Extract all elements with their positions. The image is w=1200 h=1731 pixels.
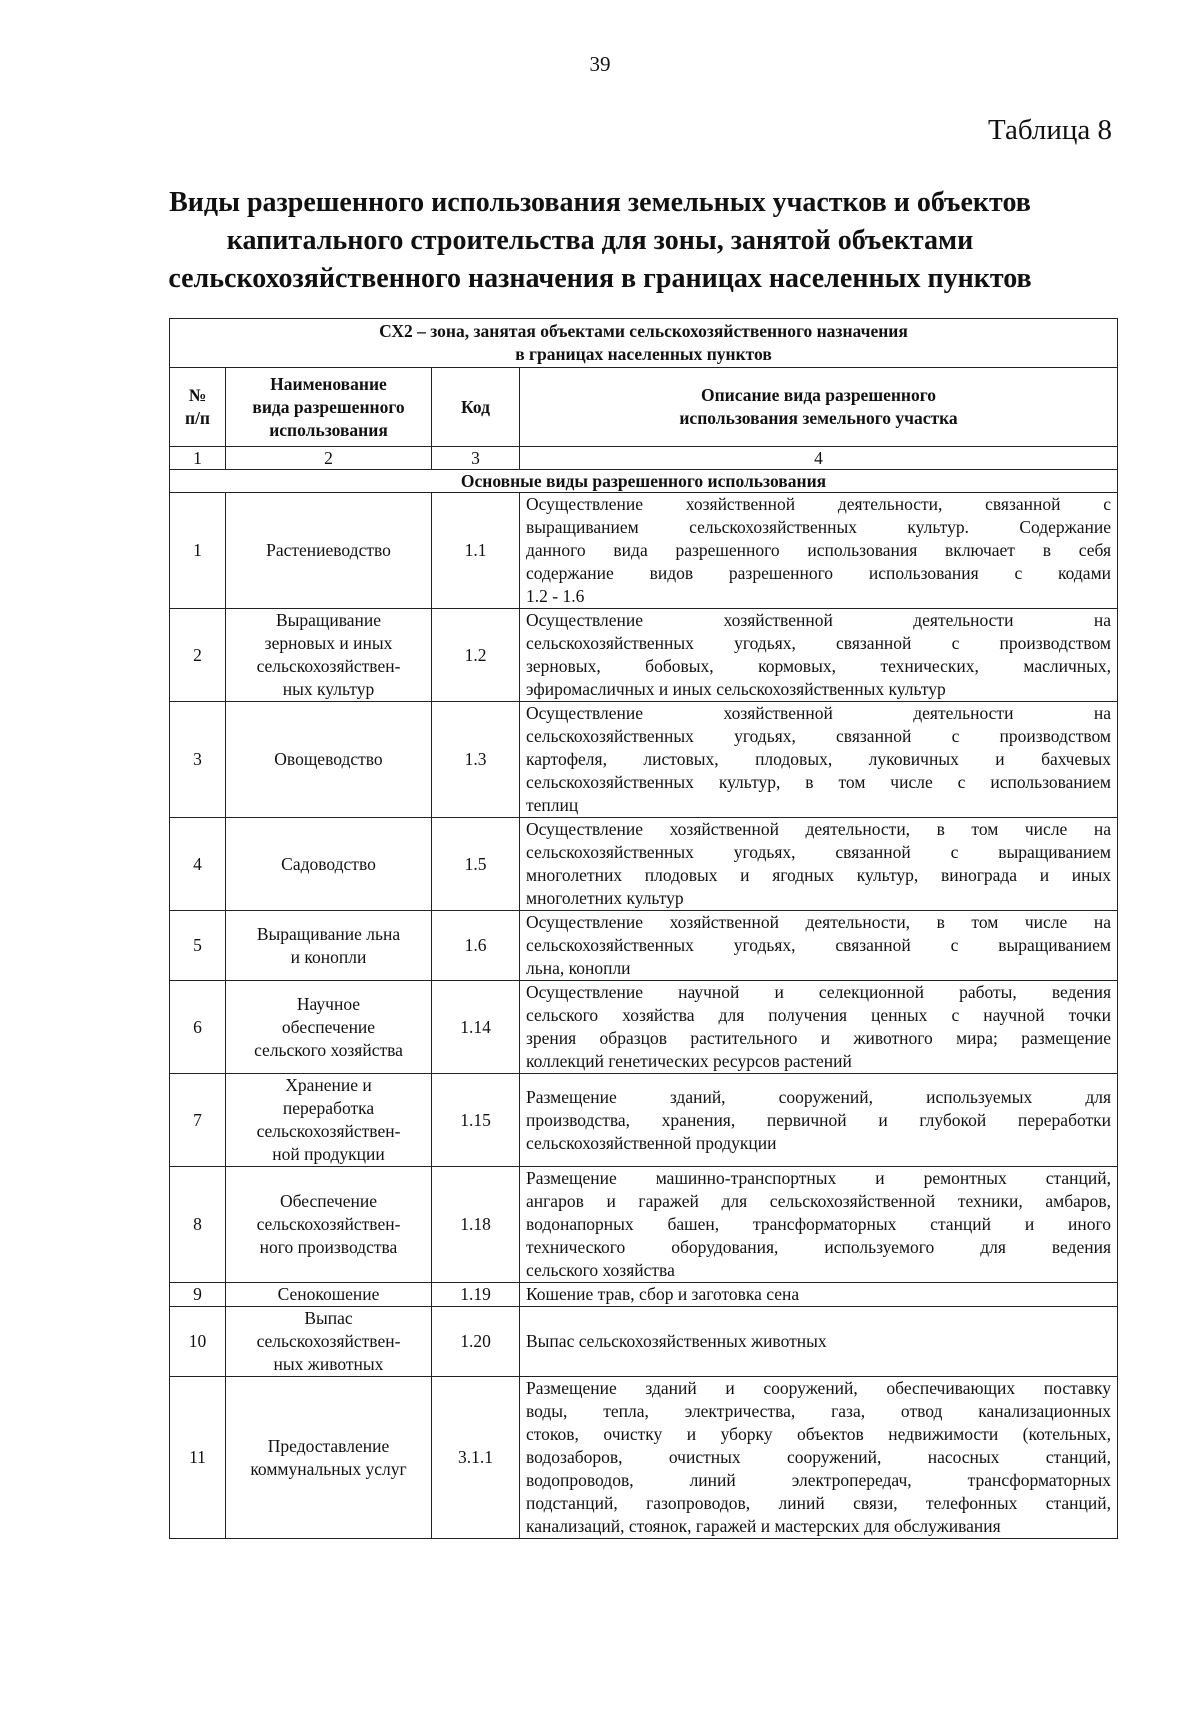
table-row bbox=[170, 1283, 1118, 1307]
land-use-table bbox=[169, 318, 1118, 1539]
row-use-name bbox=[226, 1377, 432, 1539]
table-row bbox=[170, 911, 1118, 981]
header-code-text: Код bbox=[461, 396, 490, 417]
row-use-name bbox=[226, 818, 432, 911]
zone-header-row bbox=[170, 319, 1118, 368]
row-number: 3 bbox=[170, 702, 226, 818]
row-description bbox=[520, 1307, 1118, 1377]
row-number: 9 bbox=[170, 1283, 226, 1307]
header-num-line: п/п bbox=[184, 408, 211, 428]
description-line: Осуществление хозяйственной деятельности на bbox=[526, 610, 1112, 630]
description-line: Осуществление хозяйственной деятельности, связанной с bbox=[526, 494, 1112, 514]
description-line: коллекций генетических ресурсов растений bbox=[526, 1051, 852, 1071]
use-name-line: зерновых и иных bbox=[264, 633, 393, 653]
row-number: 8 bbox=[170, 1167, 226, 1283]
description-line: Осуществление хозяйственной деятельности на bbox=[526, 703, 1112, 723]
description-line: водонапорных башен, трансформаторных станций и иного bbox=[526, 1214, 1112, 1234]
table-row bbox=[170, 1307, 1118, 1377]
description-line: сельскохозяйственных угодьях, связанной с выращиванием bbox=[526, 842, 1112, 862]
column-number: 3 bbox=[432, 447, 520, 470]
row-number: 2 bbox=[170, 609, 226, 702]
title-line: сельскохозяйственного назначения в границах населенных пунктов bbox=[168, 263, 1032, 294]
row-use-name bbox=[226, 1283, 432, 1307]
row-use-name bbox=[226, 493, 432, 609]
header-name-line: использования bbox=[269, 419, 388, 440]
description-line: Размещение зданий и сооружений, обеспечивающих поставку bbox=[526, 1378, 1112, 1398]
row-description bbox=[520, 981, 1118, 1074]
table-label: Таблица 8 bbox=[987, 114, 1112, 146]
description-line: сельского хозяйства для получения ценных с научной точки bbox=[526, 1005, 1112, 1025]
description-line: Осуществление хозяйственной деятельности, в том числе на bbox=[526, 912, 1112, 932]
row-description bbox=[520, 609, 1118, 702]
use-name-line: Сенокошение bbox=[277, 1284, 380, 1304]
header-desc-line: Описание вида разрешенного bbox=[700, 385, 937, 405]
row-number: 7 bbox=[170, 1074, 226, 1167]
description-line: стоков, очистку и уборку объектов недвижимости (котельных, bbox=[526, 1424, 1112, 1444]
row-number: 1 bbox=[170, 493, 226, 609]
use-name-line: ных животных bbox=[273, 1354, 384, 1374]
description-line: зрения образцов растительного и животного мира; размещение bbox=[526, 1028, 1112, 1048]
use-name-line: Предоставление bbox=[267, 1435, 390, 1456]
use-name-line: Растениеводство bbox=[266, 540, 391, 560]
description-line: сельскохозяйственных угодьях, связанной с производством bbox=[526, 633, 1112, 653]
description-line: Размещение зданий, сооружений, используемых для bbox=[526, 1086, 1112, 1107]
row-code: 1.6 bbox=[432, 911, 520, 981]
row-number: 6 bbox=[170, 981, 226, 1074]
header-name-line: Наименование bbox=[270, 373, 387, 394]
use-name-line: Выращивание bbox=[275, 610, 382, 630]
row-description bbox=[520, 702, 1118, 818]
description-line: сельскохозяйственной продукции bbox=[526, 1132, 777, 1153]
description-line: эфиромасличных и иных сельскохозяйственных культур bbox=[526, 679, 946, 699]
row-use-name bbox=[226, 911, 432, 981]
description-line: водопроводов, линий электропередач, трансформаторных bbox=[526, 1470, 1112, 1490]
zone-title-line: СХ2 – зона, занятая объектами сельскохозяйственного назначения bbox=[379, 321, 908, 341]
header-name-line: вида разрешенного bbox=[252, 396, 405, 417]
use-name-line: Выпас bbox=[304, 1308, 353, 1328]
table-row bbox=[170, 1167, 1118, 1283]
description-line: содержание видов разрешенного использования с кодами bbox=[526, 563, 1112, 583]
zone-title-line: в границах населенных пунктов bbox=[515, 344, 772, 364]
title-line: Виды разрешенного использования земельных участков и объектов bbox=[169, 187, 1031, 218]
use-name-line: Обеспечение bbox=[279, 1191, 378, 1211]
row-code: 1.15 bbox=[432, 1074, 520, 1167]
use-name-line: переработка bbox=[282, 1098, 375, 1118]
title-line: капитального строительства для зоны, занятой объектами bbox=[226, 225, 974, 256]
table-row bbox=[170, 1377, 1118, 1539]
row-code: 1.2 bbox=[432, 609, 520, 702]
description-line: зерновых, бобовых, кормовых, технических, масличных, bbox=[526, 656, 1112, 676]
row-code: 1.3 bbox=[432, 702, 520, 818]
row-code: 1.19 bbox=[432, 1283, 520, 1307]
table-row bbox=[170, 1074, 1118, 1167]
use-name-line: ной продукции bbox=[272, 1144, 385, 1164]
use-name-line: ного производства bbox=[259, 1237, 398, 1257]
column-number: 2 bbox=[226, 447, 432, 470]
row-description bbox=[520, 493, 1118, 609]
row-code: 1.1 bbox=[432, 493, 520, 609]
description-line: льна, конопли bbox=[526, 958, 631, 978]
column-header-row bbox=[170, 368, 1118, 447]
row-use-name bbox=[226, 1074, 432, 1167]
header-name bbox=[226, 368, 432, 447]
description-line: Осуществление хозяйственной деятельности, в том числе на bbox=[526, 819, 1112, 839]
table-row bbox=[170, 493, 1118, 609]
description-line: теплиц bbox=[526, 795, 579, 815]
row-code: 1.14 bbox=[432, 981, 520, 1074]
row-description bbox=[520, 911, 1118, 981]
header-num-line: № bbox=[188, 385, 207, 405]
row-use-name bbox=[226, 1167, 432, 1283]
description-line: технического оборудования, используемого для ведения bbox=[526, 1237, 1112, 1257]
row-code: 1.5 bbox=[432, 818, 520, 911]
description-line: воды, тепла, электричества, газа, отвод канализационных bbox=[526, 1401, 1112, 1421]
row-description bbox=[520, 1074, 1118, 1167]
use-name-line: сельскохозяйствен- bbox=[256, 1214, 401, 1234]
row-code: 1.18 bbox=[432, 1167, 520, 1283]
use-name-line: сельскохозяйствен- bbox=[256, 1121, 401, 1141]
row-number: 5 bbox=[170, 911, 226, 981]
use-name-line: Выращивание льна bbox=[256, 923, 401, 944]
description-line: Кошение трав, сбор и заготовка сена bbox=[526, 1284, 800, 1304]
table-row bbox=[170, 609, 1118, 702]
use-name-line: и конопли bbox=[290, 946, 367, 967]
row-number: 11 bbox=[170, 1377, 226, 1539]
use-name-line: обеспечение bbox=[281, 1016, 376, 1037]
description-line: картофеля, листовых, плодовых, луковичных и бахчевых bbox=[526, 749, 1112, 769]
zone-title bbox=[170, 319, 1118, 368]
description-line: Выпас сельскохозяйственных животных bbox=[526, 1331, 827, 1351]
use-name-line: Хранение и bbox=[285, 1075, 372, 1095]
row-use-name bbox=[226, 702, 432, 818]
description-line: Размещение машинно-транспортных и ремонтных станций, bbox=[526, 1168, 1112, 1188]
row-description bbox=[520, 1377, 1118, 1539]
use-name-line: ных культур bbox=[282, 679, 375, 699]
description-line: выращиванием сельскохозяйственных культур. Содержание bbox=[526, 517, 1112, 537]
description-line: сельского хозяйства bbox=[526, 1260, 675, 1280]
use-name-line: Садоводство bbox=[281, 853, 376, 874]
row-description bbox=[520, 1283, 1118, 1307]
description-line: сельскохозяйственных угодьях, связанной с выращиванием bbox=[526, 935, 1112, 955]
description-line: подстанций, газопроводов, линий связи, телефонных станций, bbox=[526, 1493, 1112, 1513]
description-line: водозаборов, очистных сооружений, насосных станций, bbox=[526, 1447, 1112, 1467]
description-line: многолетних культур bbox=[526, 888, 684, 908]
description-line: сельскохозяйственных угодьях, связанной с производством bbox=[526, 726, 1112, 746]
column-number: 4 bbox=[520, 447, 1118, 470]
use-name-line: сельского хозяйства bbox=[254, 1039, 403, 1060]
description-line: многолетних плодовых и ягодных культур, винограда и иных bbox=[526, 865, 1112, 885]
description-line: Осуществление научной и селекционной работы, ведения bbox=[526, 982, 1112, 1002]
description-line: канализаций, стоянок, гаражей и мастерских для обслуживания bbox=[526, 1516, 1001, 1536]
description-line: производства, хранения, первичной и глубокой переработки bbox=[526, 1109, 1112, 1130]
row-use-name bbox=[226, 609, 432, 702]
table-row bbox=[170, 702, 1118, 818]
row-use-name bbox=[226, 1307, 432, 1377]
row-number: 10 bbox=[170, 1307, 226, 1377]
section-row bbox=[170, 470, 1118, 493]
row-description bbox=[520, 1167, 1118, 1283]
table-row bbox=[170, 981, 1118, 1074]
row-code: 1.20 bbox=[432, 1307, 520, 1377]
description-line: ангаров и гаражей для сельскохозяйственной техники, амбаров, bbox=[526, 1191, 1112, 1211]
use-name-line: Научное bbox=[296, 993, 361, 1014]
row-number: 4 bbox=[170, 818, 226, 911]
description-line: 1.2 - 1.6 bbox=[526, 586, 585, 606]
row-code: 3.1.1 bbox=[432, 1377, 520, 1539]
header-description bbox=[520, 368, 1118, 447]
table-row bbox=[170, 818, 1118, 911]
document-title bbox=[120, 184, 1080, 298]
column-number: 1 bbox=[170, 447, 226, 470]
page-number: 39 bbox=[589, 52, 611, 76]
header-num bbox=[170, 368, 226, 447]
row-description bbox=[520, 818, 1118, 911]
use-name-line: коммунальных услуг bbox=[250, 1458, 407, 1479]
header-code bbox=[432, 368, 520, 447]
description-line: данного вида разрешенного использования включает в себя bbox=[526, 540, 1112, 560]
column-number-row bbox=[170, 447, 1118, 470]
description-line: сельскохозяйственных культур, в том числе с использованием bbox=[526, 772, 1112, 792]
row-use-name bbox=[226, 981, 432, 1074]
section-title: Основные виды разрешенного использования bbox=[170, 470, 1118, 493]
use-name-line: сельскохозяйствен- bbox=[256, 656, 401, 676]
use-name-line: сельскохозяйствен- bbox=[256, 1331, 401, 1351]
header-desc-line: использования земельного участка bbox=[679, 408, 958, 428]
use-name-line: Овощеводство bbox=[274, 749, 383, 769]
